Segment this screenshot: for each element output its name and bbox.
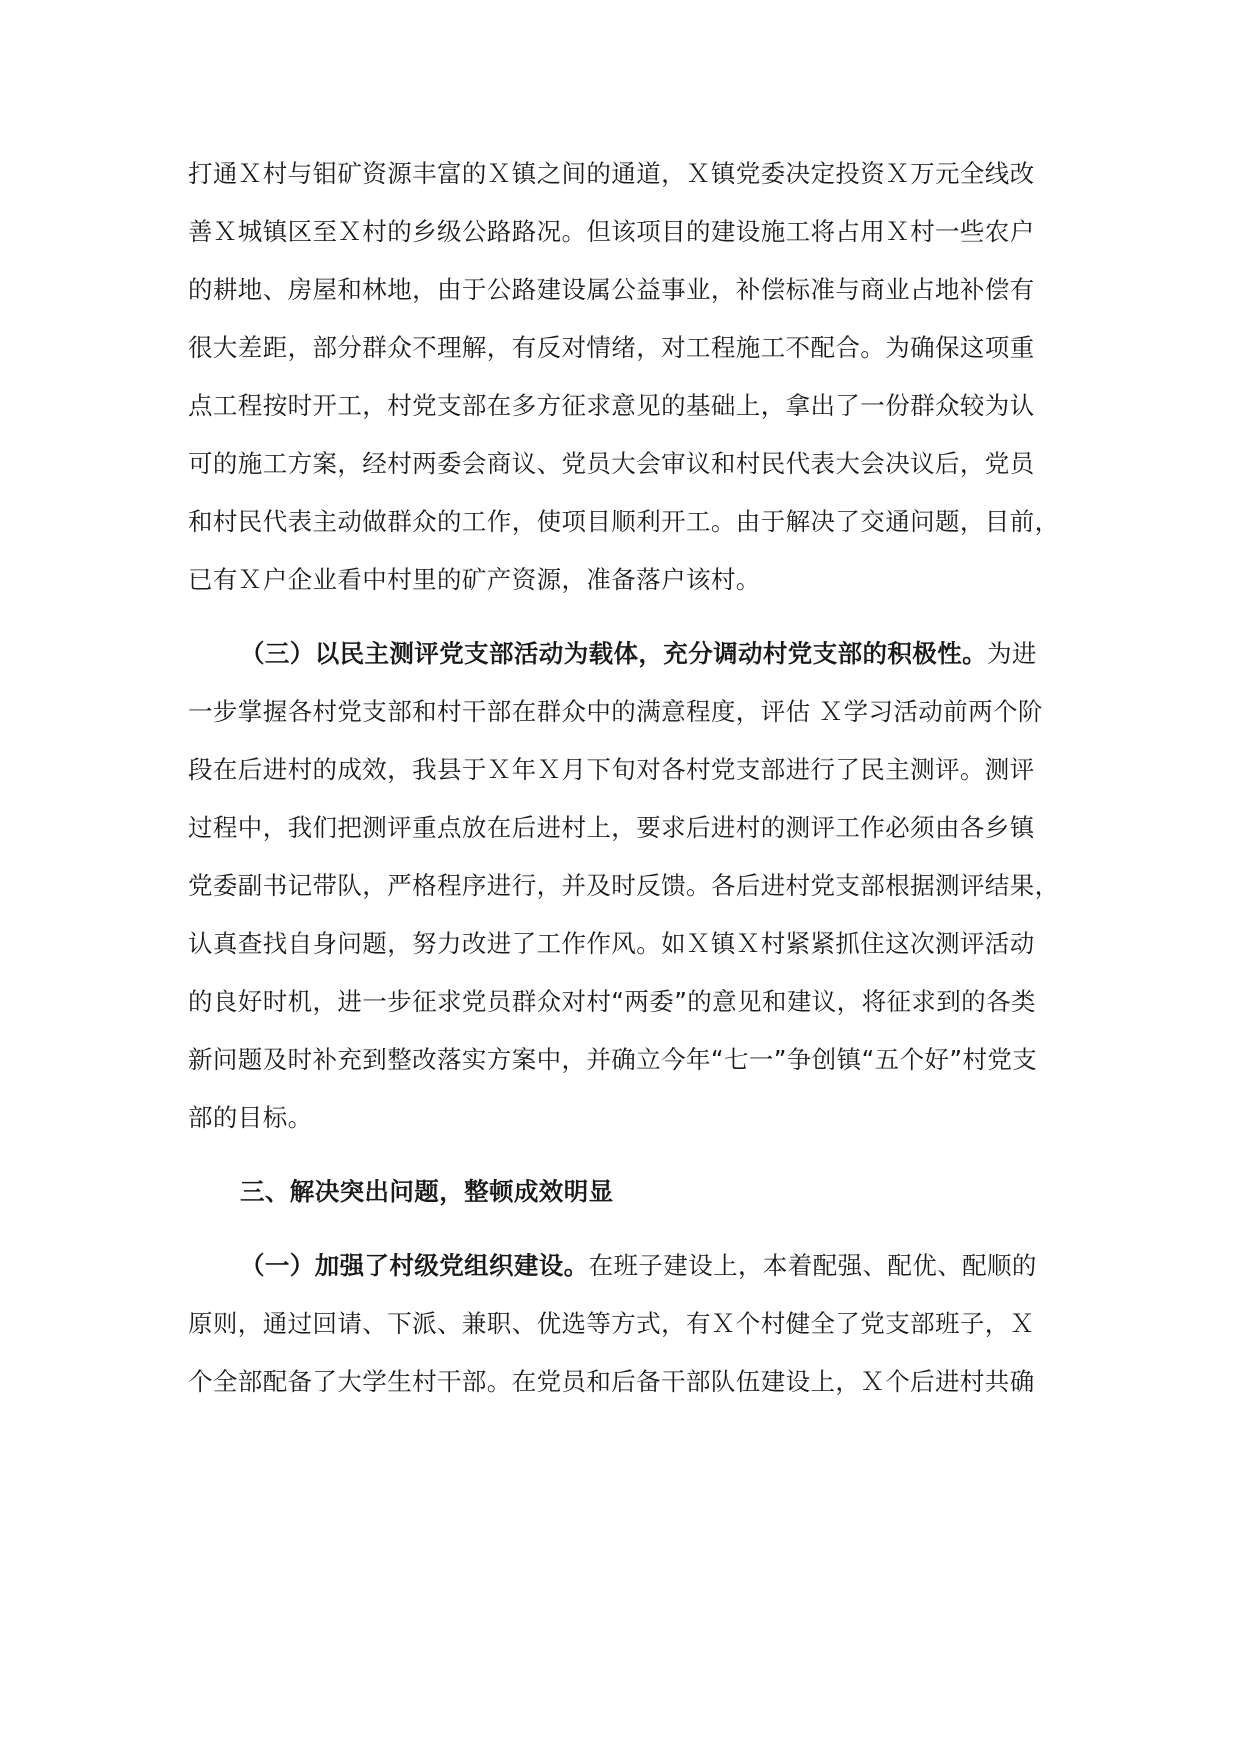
paragraph-heading: （三）以民主测评党支部活动为载体，充分调动村党支部的积极性。 (240, 639, 987, 668)
body-text-line: 的耕地、房屋和林地，由于公路建设属公益事业，补偿标准与商业占地补偿有 (188, 275, 1035, 304)
body-text-line: 可的施工方案，经村两委会商议、党员大会审议和村民代表大会决议后，党员 (188, 449, 1035, 478)
body-text-line: 个全部配备了大学生村干部。在党员和后备干部队伍建设上，Ｘ个后进村共确 (188, 1367, 1035, 1396)
paragraph-heading: （一）加强了村级党组织建设。 (240, 1251, 589, 1280)
body-text-line: 打通Ｘ村与钼矿资源丰富的Ｘ镇之间的通道，Ｘ镇党委决定投资Ｘ万元全线改 (188, 159, 1035, 188)
paragraph-first-line (240, 632, 1088, 676)
body-text-line: 段在后进村的成效，我县于Ｘ年Ｘ月下旬对各村党支部进行了民主测评。测评 (188, 755, 1035, 784)
paragraph-text: 为进 (987, 639, 1037, 668)
body-text-line: 过程中，我们把测评重点放在后进村上，要求后进村的测评工作必须由各乡镇 (188, 813, 1035, 842)
section-heading: 三、解决突出问题，整顿成效明显 (240, 1177, 614, 1206)
body-text-line: 原则，通过回请、下派、兼职、优选等方式，有Ｘ个村健全了党支部班子，Ｘ (188, 1309, 1035, 1338)
body-text-line: 和村民代表主动做群众的工作，使项目顺利开工。由于解决了交通问题，目前， (188, 507, 1060, 536)
body-text-line: 党委副书记带队，严格程序进行，并及时反馈。各后进村党支部根据测评结果， (188, 871, 1060, 900)
body-text-line: 善Ｘ城镇区至Ｘ村的乡级公路路况。但该项目的建设施工将占用Ｘ村一些农户 (188, 217, 1035, 246)
paragraph-text: 在班子建设上，本着配强、配优、配顺的 (588, 1251, 1037, 1280)
body-text-line: 认真查找自身问题，努力改进了工作作风。如Ｘ镇Ｘ村紧紧抓住这次测评活动 (188, 929, 1035, 958)
body-text-line: 点工程按时开工，村党支部在多方征求意见的基础上，拿出了一份群众较为认 (188, 391, 1035, 420)
body-text-line: 新问题及时补充到整改落实方案中，并确立今年“七一”争创镇“五个好”村党支 (188, 1045, 1038, 1074)
body-text-line: 部的目标。 (188, 1103, 313, 1132)
body-text-line: 一步掌握各村党支部和村干部在群众中的满意程度，评估 Ｘ学习活动前两个阶 (188, 697, 1043, 726)
body-text-line: 很大差距，部分群众不理解，有反对情绪，对工程施工不配合。为确保这项重 (188, 333, 1035, 362)
body-text-line: 已有Ｘ户企业看中村里的矿产资源，准备落户该村。 (188, 565, 761, 594)
body-text-line: 的良好时机，进一步征求党员群众对村“两委”的意见和建议，将征求到的各类 (188, 987, 1036, 1016)
paragraph-first-line (240, 1244, 1088, 1288)
